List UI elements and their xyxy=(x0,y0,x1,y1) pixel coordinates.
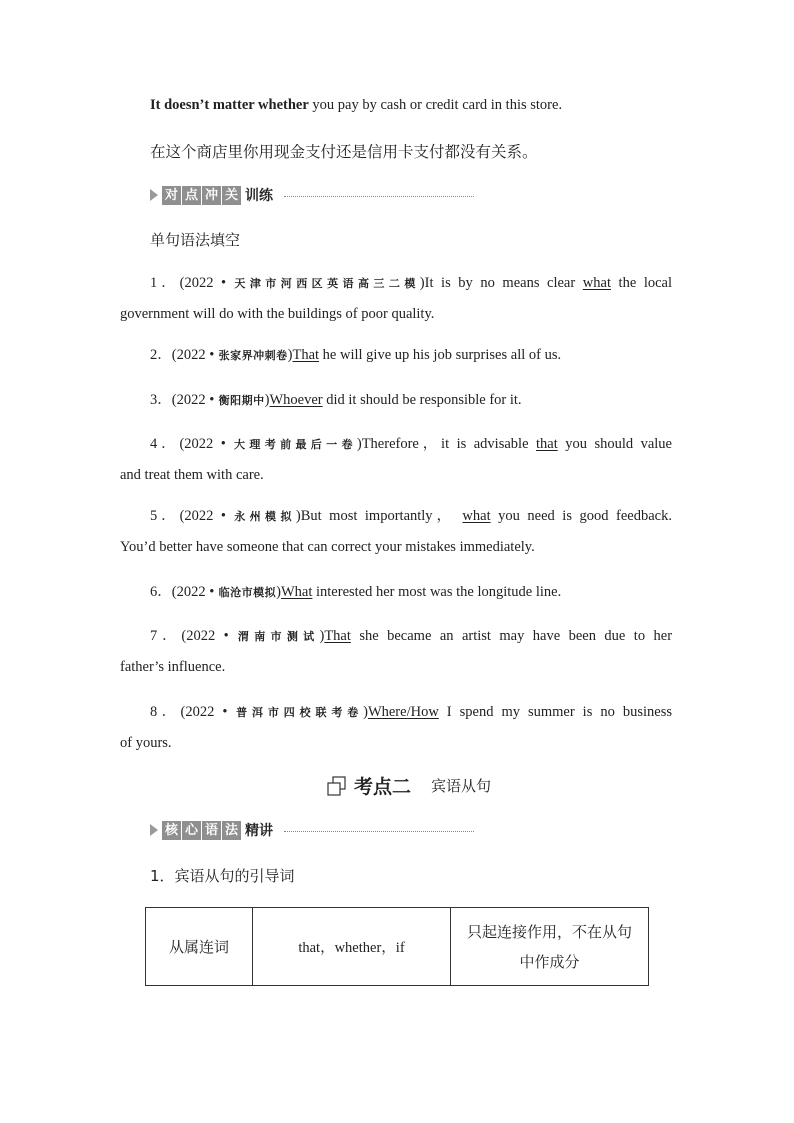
tag-char: 冲 xyxy=(202,186,221,205)
exercise-item-2: 2．(2022 • 张家界冲刺卷)That he will give up his job surprises all of us. xyxy=(150,347,562,363)
grammar-header-tail: 精讲 xyxy=(245,823,273,839)
answer: That xyxy=(324,628,351,644)
tag-char: 点 xyxy=(182,186,201,205)
example-translation: 在这个商店里你用现金支付还是信用卡支付都没有关系。 xyxy=(150,143,538,161)
example-sentence xyxy=(150,97,562,114)
exercise-title: 单句语法填空 xyxy=(150,231,241,249)
triangle-icon xyxy=(150,189,158,201)
conjunction-table xyxy=(145,907,649,986)
exercise-item-4: 4．(2022 • 大理考前最后一卷)Therefore，it is advisable that you should value and treat them with care. xyxy=(120,436,672,483)
tag-char: 语 xyxy=(202,821,221,840)
squares-icon xyxy=(326,775,348,797)
exercise-item-5: 5．(2022 • 永州模拟)But most importantly， what you need is good feedback. You’d better have someone that can correct your mistakes immediately. xyxy=(120,508,672,555)
table-row xyxy=(146,908,649,986)
practice-header-tail: 训练 xyxy=(245,188,273,204)
tag-char: 法 xyxy=(222,821,241,840)
section2-heading xyxy=(326,772,491,799)
table-cell: 只起连接作用，不在从句中作成分 xyxy=(451,908,649,986)
table-cell: 从属连词 xyxy=(146,908,253,986)
answer: Whoever xyxy=(269,392,323,408)
grammar-header xyxy=(150,819,273,841)
answer: Where/How xyxy=(367,704,439,720)
tag-char: 核 xyxy=(162,821,181,840)
divider-dots xyxy=(284,831,474,832)
tag-char: 关 xyxy=(222,186,241,205)
divider-dots xyxy=(284,196,474,197)
section2-title: 宾语从句 xyxy=(431,777,492,795)
subheading: 1．宾语从句的引导词 xyxy=(150,867,295,885)
triangle-icon xyxy=(150,824,158,836)
answer: That xyxy=(292,347,320,363)
example-rest: you pay by cash or credit card in this store. xyxy=(308,97,563,113)
tag-char: 对 xyxy=(162,186,181,205)
answer: what xyxy=(462,508,491,524)
practice-header xyxy=(150,184,273,206)
exercise-item-6: 6．(2022 • 临沧市模拟)What interested her most was the longitude line. xyxy=(150,584,562,600)
answer: What xyxy=(280,584,313,600)
exercise-item-3: 3．(2022 • 衡阳期中)Whoever did it should be responsible for it. xyxy=(150,392,522,408)
answer: that xyxy=(535,436,558,452)
tag-char: 心 xyxy=(182,821,201,840)
example-bold: It doesn’t matter whether xyxy=(150,97,309,113)
exercise-item-7: 7．(2022 • 渭南市测试)That she became an artist may have been due to her father’s influence. xyxy=(120,628,673,675)
section2-label: 考点二 xyxy=(354,776,412,798)
exercise-item-1: 1．(2022 • 天津市河西区英语高三二模)It is by no means clear what the local government will do with the buildings of poor quality. xyxy=(120,275,673,322)
table-cell: that，whether，if xyxy=(253,908,451,986)
exercise-item-8: 8．(2022 • 普洱市四校联考卷)Where/How I spend my summer is no business of yours. xyxy=(120,704,672,751)
answer: what xyxy=(582,275,611,291)
